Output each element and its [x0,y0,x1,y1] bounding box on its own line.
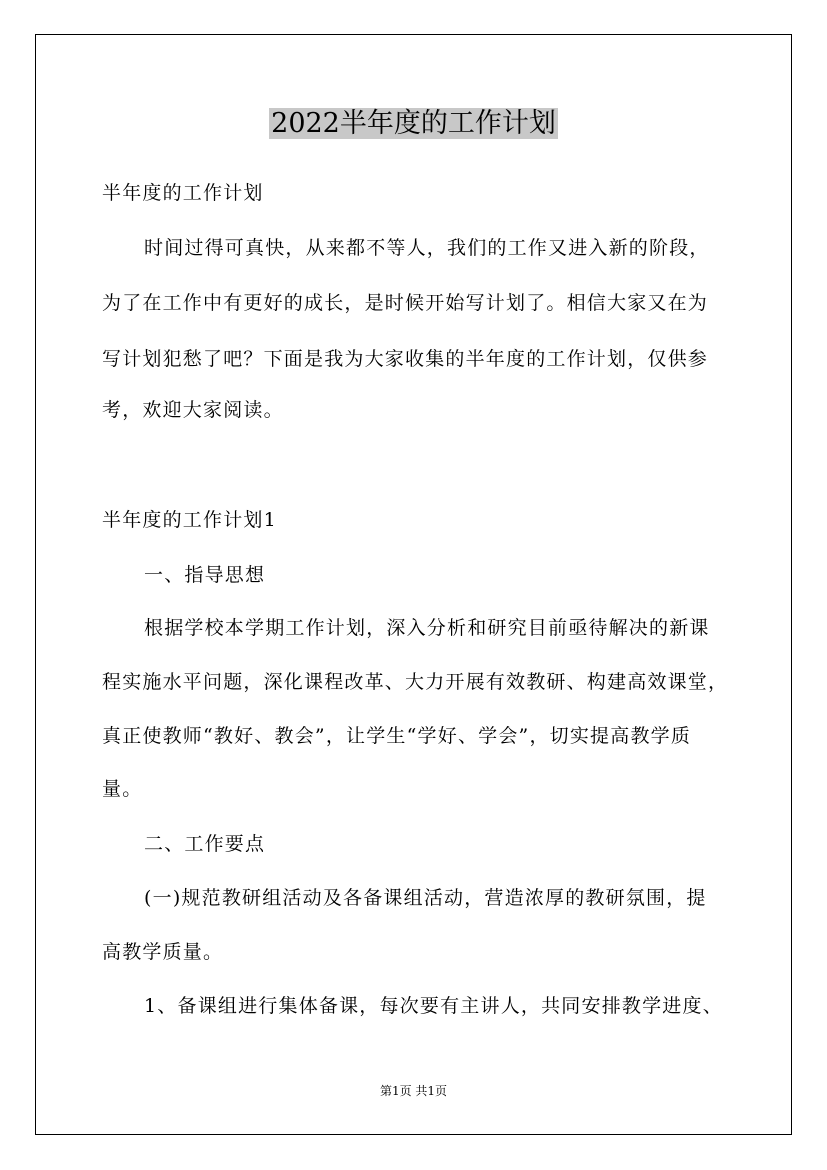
part1-paragraph-line-4: 量。 [102,778,143,800]
part2-item2-line-1: 1、备课组进行集体备课，每次要有主讲人，共同安排教学进度、 [144,995,723,1017]
part1-paragraph-line-1: 根据学校本学期工作计划，深入分析和研究目前亟待解决的新课 [144,617,710,639]
intro-paragraph-line-4: 考，欢迎大家阅读。 [102,399,284,421]
page-footer [0,1083,827,1099]
part2-item1-line-1: (一)规范教研组活动及各备课组活动，营造浓厚的教研氛围，提 [144,887,707,909]
intro-paragraph-line-1: 时间过得可真快，从来都不等人，我们的工作又进入新的阶段， [144,237,710,259]
section-heading: 半年度的工作计划1 [102,509,277,531]
intro-paragraph-line-3: 写计划犯愁了吧？下面是我为大家收集的半年度的工作计划，仅供参 [102,348,709,370]
intro-heading: 半年度的工作计划 [102,182,264,204]
document-title [0,104,827,144]
part1-paragraph-line-2: 程实施水平问题，深化课程改革、大力开展有效教研、构建高效课堂， [102,671,729,693]
intro-paragraph-line-2: 为了在工作中有更好的成长，是时候开始写计划了。相信大家又在为 [102,292,709,314]
part2-item1-line-2: 高教学质量。 [102,941,224,963]
part2-heading: 二、工作要点 [144,833,266,855]
page-number-text: 第1页 共1页 [379,1084,448,1098]
part1-paragraph-line-3: 真正使教师“教好、教会”，让学生“学好、学会”，切实提高教学质 [102,725,692,747]
part1-heading: 一、指导思想 [144,564,266,586]
document-title-text: 2022半年度的工作计划 [271,108,556,139]
